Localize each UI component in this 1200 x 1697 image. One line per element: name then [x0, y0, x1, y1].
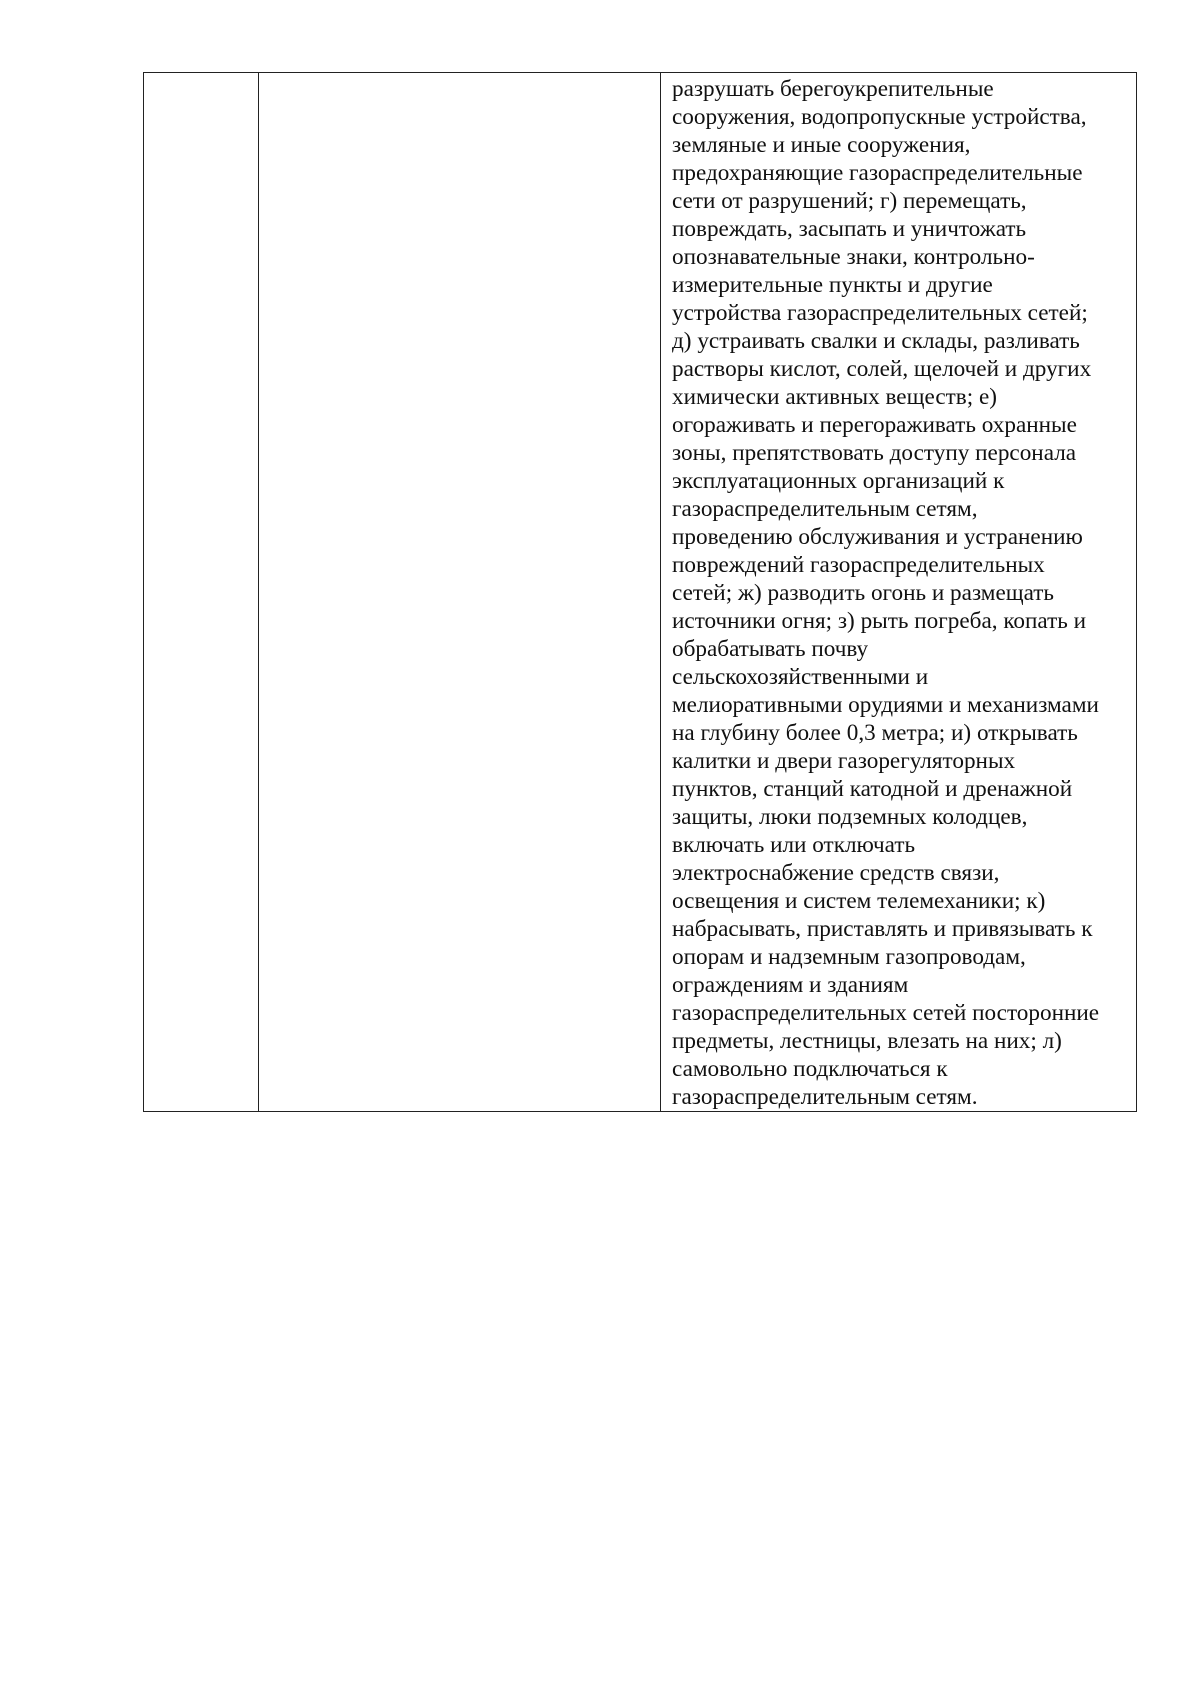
text-line: включать или отключать	[672, 832, 916, 858]
text-line: устройства газораспределительных сетей;	[672, 300, 1088, 326]
text-line: сельскохозяйственными и	[672, 664, 929, 690]
cell-subject-text	[259, 73, 660, 75]
text-line: ограждениям и зданиям	[672, 972, 909, 998]
text-line: самовольно подключаться к	[672, 1056, 948, 1082]
text-line: разрушать берегоукрепительные	[672, 76, 994, 102]
text-line: набрасывать, приставлять и привязывать к	[672, 916, 1093, 942]
text-line: газораспределительным сетям.	[672, 1084, 978, 1110]
text-line: обрабатывать почву	[672, 636, 869, 662]
text-line: мелиоративными орудиями и механизмами	[672, 692, 1099, 718]
text-line: сетей; ж) разводить огонь и размещать	[672, 580, 1054, 606]
table-cell-restrictions	[661, 73, 1137, 1112]
text-line: д) устраивать свалки и склады, разливать	[672, 328, 1080, 354]
restrictions-text	[661, 73, 1136, 1111]
table-cell-subject	[259, 73, 661, 1112]
document-table	[143, 72, 1137, 1112]
text-line: растворы кислот, солей, щелочей и других	[672, 356, 1092, 382]
text-line: огораживать и перегораживать охранные	[672, 412, 1077, 438]
text-line: предохраняющие газораспределительные	[672, 160, 1083, 186]
text-line: пунктов, станций катодной и дренажной	[672, 776, 1073, 802]
text-line: повреждать, засыпать и уничтожать	[672, 216, 1027, 242]
text-line: калитки и двери газорегуляторных	[672, 748, 1016, 774]
text-line: газораспределительных сетей посторонние	[672, 1000, 1100, 1026]
table-row	[144, 73, 1137, 1112]
table-cell-number	[144, 73, 259, 1112]
text-line: сооружения, водопропускные устройства,	[672, 104, 1087, 130]
text-line: газораспределительным сетям,	[672, 496, 978, 522]
text-line: защиты, люки подземных колодцев,	[672, 804, 1028, 830]
text-line: опознавательные знаки, контрольно-	[672, 244, 1035, 270]
text-line: сети от разрушений; г) перемещать,	[672, 188, 1027, 214]
text-line: проведению обслуживания и устранению	[672, 524, 1083, 550]
text-line: эксплуатационных организаций к	[672, 468, 1005, 494]
text-line: предметы, лестницы, влезать на них; л)	[672, 1028, 1062, 1054]
text-line: измерительные пункты и другие	[672, 272, 993, 298]
text-line: на глубину более 0,3 метра; и) открывать	[672, 720, 1078, 746]
text-line: источники огня; з) рыть погреба, копать и	[672, 608, 1087, 634]
text-line: зоны, препятствовать доступу персонала	[672, 440, 1077, 466]
text-line: химически активных веществ; е)	[672, 384, 997, 410]
text-line: повреждений газораспределительных	[672, 552, 1045, 578]
text-line: освещения и систем телемеханики; к)	[672, 888, 1046, 914]
text-line: электроснабжение средств связи,	[672, 860, 1000, 886]
cell-number-text	[144, 73, 258, 75]
text-line: земляные и иные сооружения,	[672, 132, 971, 158]
text-line: опорам и надземным газопроводам,	[672, 944, 1026, 970]
